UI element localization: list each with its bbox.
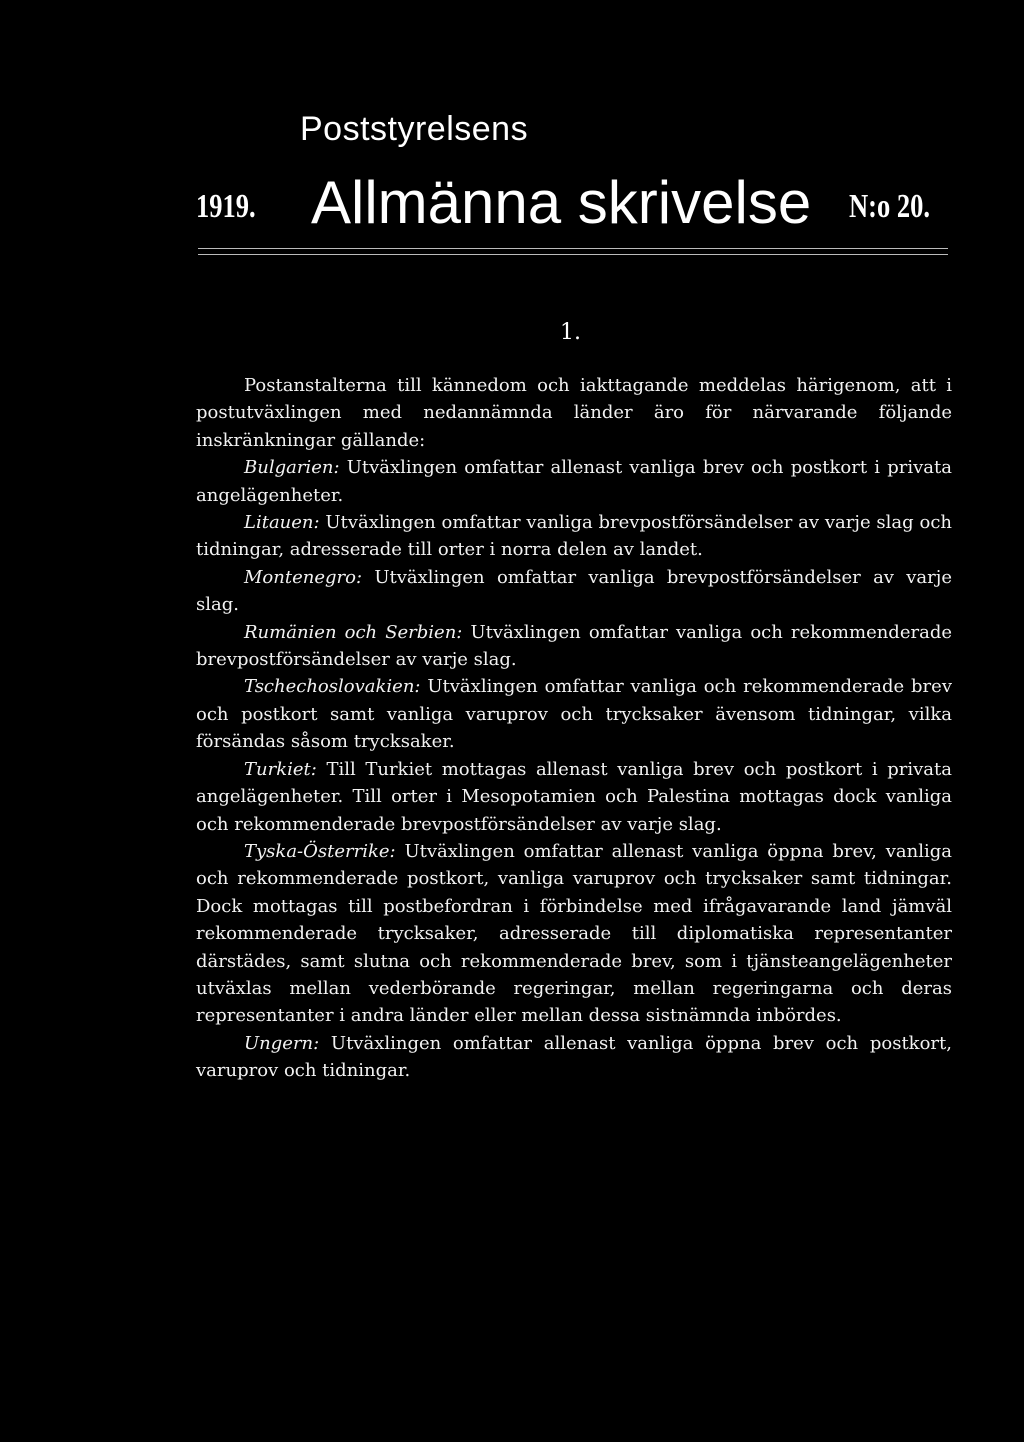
document-subtitle: Poststyrelsens — [300, 110, 529, 148]
entry-text: Till Turkiet mottagas allenast vanliga brev och postkort i privata angelägenheter. Till orter i Mesopotamien och Palestina mottagas dock vanliga och rekommenderade brevpostförsändelser av varje slag. — [196, 758, 952, 835]
country-name: Rumänien och Serbien: — [244, 621, 463, 643]
header-divider-top — [198, 248, 948, 249]
country-name: Bulgarien: — [244, 457, 340, 479]
entry-text: Utväxlingen omfattar vanliga och rekommenderade brevpostförsändelser av varje slag. — [196, 621, 952, 671]
entry-text: Utväxlingen omfattar vanliga brevpostförsändelser av varje slag. — [196, 566, 952, 616]
intro-paragraph: Postanstalterna till kännedom och iakttagande meddelas härigenom, att i postutväxlingen med nedannämnda länder äro för närvarande följande inskränkningar gällande: — [196, 375, 952, 451]
entry-ungern — [196, 1030, 952, 1085]
entry-text: Utväxlingen omfattar allenast vanliga öppna brev och postkort, varuprov och tidningar. — [196, 1032, 952, 1082]
document-title: Allmänna skrivelse — [311, 169, 812, 236]
entry-tyska-osterrike — [196, 838, 952, 1030]
entry-text: Utväxlingen omfattar vanliga och rekommenderade brev och postkort samt vanliga varuprov och trycksaker ävensom tidningar, vilka försändas såsom trycksaker. — [196, 676, 952, 753]
country-name: Montenegro: — [244, 566, 363, 588]
country-name: Turkiet: — [244, 758, 317, 780]
entry-tschechoslovakien — [196, 673, 952, 755]
header-divider-bottom — [198, 254, 948, 255]
entry-rumanien-serbien — [196, 619, 952, 674]
entry-text: Utväxlingen omfattar vanliga brevpostförsändelser av varje slag och tidningar, adresserade till orter i norra delen av landet. — [196, 512, 952, 561]
body-text — [196, 372, 952, 1085]
entry-bulgarien — [196, 454, 952, 509]
entry-montenegro — [196, 564, 952, 619]
entry-litauen — [196, 509, 952, 564]
document-year: 1919. — [196, 188, 256, 225]
document-number: N:o 20. — [849, 188, 931, 225]
country-name: Ungern: — [244, 1032, 320, 1054]
country-name: Tyska-Österrike: — [244, 840, 396, 862]
entry-text: Utväxlingen omfattar allenast vanliga öppna brev, vanliga och rekommenderade postkort, vanliga varuprov och trycksaker samt tidningar. Dock mottagas till postbefordran i förbindelse med ifrågavarande land jämväl rekommenderade trycksaker, adresserade till diplomatiska representanter därstädes, samt slutna och rekommenderade brev, som i tjänsteangelägenheter utväxlas mellan vederbörande regeringar, mellan regeringarna och deras representanter i andra länder eller mellan dessa sistnämnda inbördes. — [196, 840, 952, 1027]
entry-text: Utväxlingen omfattar allenast vanliga brev och postkort i privata angelägenheter. — [196, 457, 952, 506]
entry-turkiet — [196, 756, 952, 838]
title-row — [196, 168, 956, 238]
section-number: 1. — [560, 320, 581, 345]
country-name: Litauen: — [244, 512, 320, 534]
country-name: Tschechoslovakien: — [244, 676, 421, 698]
